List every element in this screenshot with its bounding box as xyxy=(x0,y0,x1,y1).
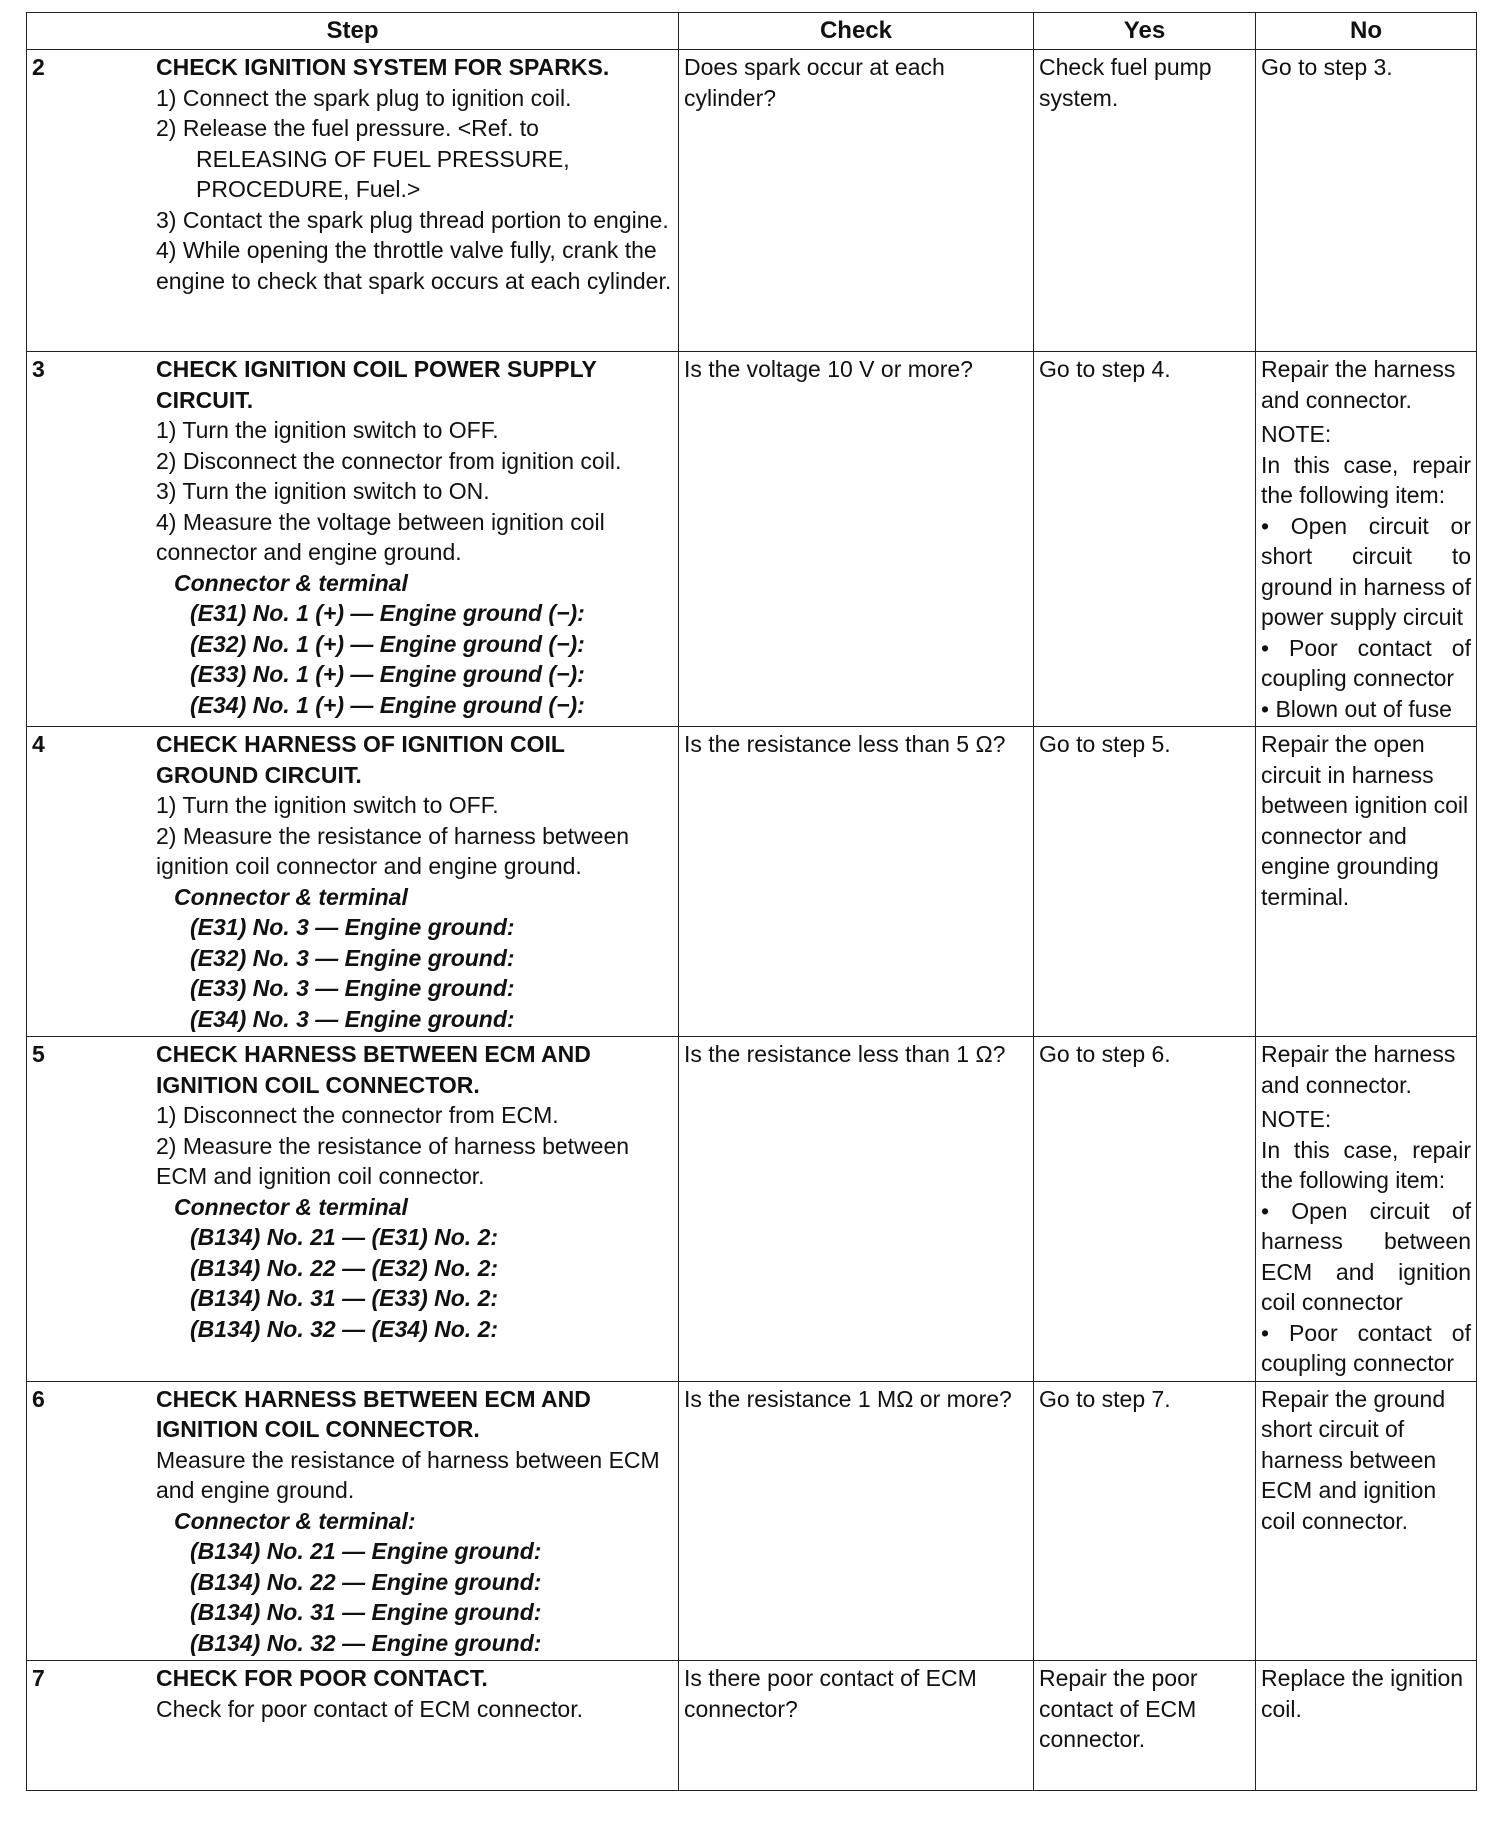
no-cell xyxy=(1256,352,1477,727)
step-cell xyxy=(27,352,679,727)
yes-cell: Go to step 7. xyxy=(1034,1381,1256,1661)
step-line: Check for poor contact of ECM connector. xyxy=(156,1695,583,1722)
terminal-line: (B134) No. 21 — Engine ground: xyxy=(190,1538,542,1564)
header-check: Check xyxy=(679,13,1034,50)
header-no: No xyxy=(1256,13,1477,50)
terminal-line: (E32) No. 3 — Engine ground: xyxy=(190,944,515,971)
connector-label: Connector & terminal xyxy=(174,883,408,910)
step-number: 5 xyxy=(32,1041,45,1067)
step-line: Measure the resistance of harness between ECM and engine ground. xyxy=(156,1446,660,1503)
terminal-line: (E33) No. 1 (+) — Engine ground (−): xyxy=(190,661,585,687)
connector-label: Connector & terminal: xyxy=(174,1507,416,1534)
step-cell xyxy=(27,50,679,352)
no-action: Repair the harness and connector. xyxy=(1261,356,1456,413)
table-row xyxy=(27,727,1477,1037)
step-line: 1) Disconnect the connector from ECM. xyxy=(156,1102,559,1128)
step-line: 2) Measure the resistance of harness between ignition coil connector and engine ground. xyxy=(156,822,630,879)
check-cell: Does spark occur at each cylinder? xyxy=(679,50,1034,352)
note-label: NOTE: xyxy=(1261,1106,1332,1132)
diagnostic-table xyxy=(26,12,1477,1791)
step-number: 7 xyxy=(32,1665,45,1691)
terminal-line: (B134) No. 21 — (E31) No. 2: xyxy=(190,1224,499,1250)
note-item: • Poor contact of coupling connector xyxy=(1261,1319,1471,1376)
step-number: 2 xyxy=(32,54,45,80)
step-line: 1) Connect the spark plug to ignition coil. xyxy=(156,84,572,111)
yes-cell: Go to step 6. xyxy=(1034,1037,1256,1382)
no-cell xyxy=(1256,1037,1477,1382)
step-cell xyxy=(27,727,679,1037)
terminal-line: (B134) No. 32 — Engine ground: xyxy=(190,1629,542,1656)
terminal-line: (B134) No. 32 — (E34) No. 2: xyxy=(190,1315,499,1342)
step-title: CHECK IGNITION SYSTEM FOR SPARKS. xyxy=(156,54,610,80)
no-action: Repair the harness and connector. xyxy=(1261,1041,1456,1098)
terminal-line: (E31) No. 1 (+) — Engine ground (−): xyxy=(190,600,585,626)
check-cell: Is the voltage 10 V or more? xyxy=(679,352,1034,727)
table-row xyxy=(27,1037,1477,1382)
step-line: 1) Turn the ignition switch to OFF. xyxy=(156,792,499,818)
check-cell: Is the resistance less than 5 Ω? xyxy=(679,727,1034,1037)
terminal-line: (B134) No. 31 — Engine ground: xyxy=(190,1599,542,1625)
table-row xyxy=(27,1381,1477,1661)
note-item: • Blown out of fuse xyxy=(1261,695,1452,722)
check-cell: Is the resistance 1 MΩ or more? xyxy=(679,1381,1034,1661)
note-item: • Poor contact of coupling connector xyxy=(1261,634,1471,691)
step-number: 6 xyxy=(32,1385,45,1412)
terminal-line: (B134) No. 22 — Engine ground: xyxy=(190,1568,542,1595)
step-title: CHECK HARNESS BETWEEN ECM AND IGNITION COIL CONNECTOR. xyxy=(156,1385,591,1442)
terminal-line: (E34) No. 3 — Engine ground: xyxy=(190,1005,515,1032)
step-cell xyxy=(27,1037,679,1382)
step-line: 3) Contact the spark plug thread portion to engine. xyxy=(156,206,669,233)
step-number: 3 xyxy=(32,356,45,382)
table-row xyxy=(27,1661,1477,1791)
step-title: CHECK FOR POOR CONTACT. xyxy=(156,1665,488,1691)
yes-cell: Repair the poor contact of ECM connector. xyxy=(1034,1661,1256,1791)
check-cell: Is the resistance less than 1 Ω? xyxy=(679,1037,1034,1382)
step-line: 2) Release the fuel pressure. <Ref. to RELEASING OF FUEL PRESSURE, PROCEDURE, Fuel.> xyxy=(156,115,570,202)
terminal-line: (B134) No. 31 — (E33) No. 2: xyxy=(190,1285,499,1311)
header-yes: Yes xyxy=(1034,13,1256,50)
terminal-line: (E32) No. 1 (+) — Engine ground (−): xyxy=(190,630,585,657)
table-row xyxy=(27,50,1477,352)
no-cell: Go to step 3. xyxy=(1256,50,1477,352)
step-number: 4 xyxy=(32,731,45,757)
step-line: 4) While opening the throttle valve fully, crank the engine to check that spark occurs at each cylinder. xyxy=(156,237,672,294)
terminal-line: (E31) No. 3 — Engine ground: xyxy=(190,914,515,940)
yes-cell: Go to step 4. xyxy=(1034,352,1256,727)
yes-cell: Check fuel pump system. xyxy=(1034,50,1256,352)
note-label: NOTE: xyxy=(1261,421,1332,447)
note-item: • Open circuit of harness between ECM and ignition coil connector xyxy=(1261,1197,1471,1315)
no-cell: Replace the ignition coil. xyxy=(1256,1661,1477,1791)
connector-label: Connector & terminal xyxy=(174,569,408,596)
terminal-line: (E33) No. 3 — Engine ground: xyxy=(190,975,515,1001)
table-row xyxy=(27,352,1477,727)
terminal-line: (E34) No. 1 (+) — Engine ground (−): xyxy=(190,691,585,718)
step-line: 1) Turn the ignition switch to OFF. xyxy=(156,417,499,443)
step-line: 4) Measure the voltage between ignition coil connector and engine ground. xyxy=(156,508,605,565)
header-row xyxy=(27,13,1477,50)
terminal-line: (B134) No. 22 — (E32) No. 2: xyxy=(190,1254,499,1281)
check-cell: Is there poor contact of ECM connector? xyxy=(679,1661,1034,1791)
note-text: In this case, repair the following item: xyxy=(1261,451,1471,508)
yes-cell: Go to step 5. xyxy=(1034,727,1256,1037)
step-title: CHECK HARNESS OF IGNITION COIL GROUND CIRCUIT. xyxy=(156,731,565,788)
connector-label: Connector & terminal xyxy=(174,1193,408,1220)
no-cell: Repair the ground short circuit of harness between ECM and ignition coil connector. xyxy=(1256,1381,1477,1661)
step-title: CHECK HARNESS BETWEEN ECM AND IGNITION COIL CONNECTOR. xyxy=(156,1041,591,1098)
no-cell: Repair the open circuit in harness between ignition coil connector and engine grounding terminal. xyxy=(1256,727,1477,1037)
header-step: Step xyxy=(27,13,679,50)
step-cell xyxy=(27,1661,679,1791)
note-text: In this case, repair the following item: xyxy=(1261,1136,1471,1193)
step-cell xyxy=(27,1381,679,1661)
step-line: 2) Disconnect the connector from ignition coil. xyxy=(156,447,622,474)
note-item: • Open circuit or short circuit to ground in harness of power supply circuit xyxy=(1261,512,1471,630)
step-line: 3) Turn the ignition switch to ON. xyxy=(156,478,490,504)
step-title: CHECK IGNITION COIL POWER SUPPLY CIRCUIT. xyxy=(156,356,597,413)
step-line: 2) Measure the resistance of harness between ECM and ignition coil connector. xyxy=(156,1132,630,1189)
